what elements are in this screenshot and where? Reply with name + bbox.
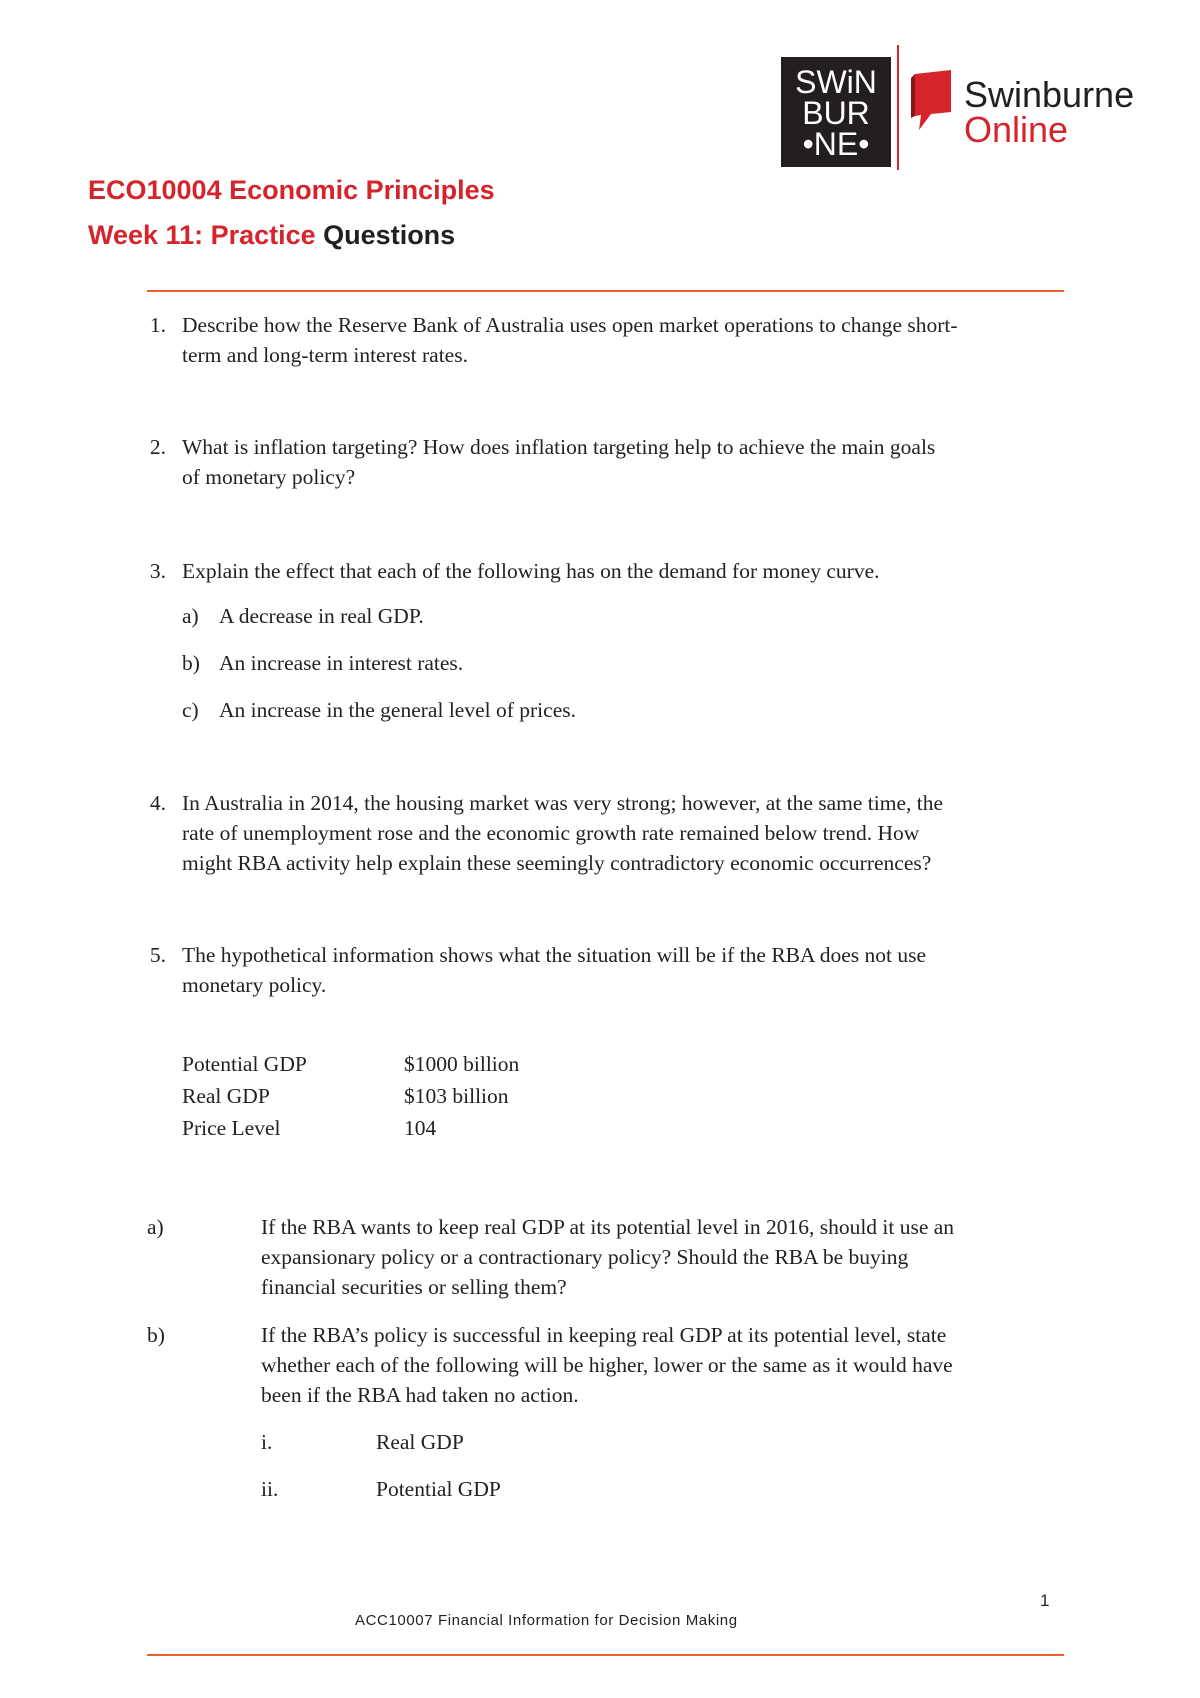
week-title-dark: Questions: [323, 220, 456, 250]
table-value-real-gdp: $103 billion: [404, 1084, 509, 1108]
table-label-real-gdp: Real GDP: [182, 1084, 270, 1108]
question-3-sub-a-text: A decrease in real GDP.: [219, 604, 424, 628]
question-3-number: 3.: [149, 559, 166, 583]
question-3-sub-a-label: a): [182, 604, 199, 628]
swinburne-online-wordmark-top: Swinburne: [964, 74, 1135, 115]
question-1-line-2: term and long-term interest rates.: [182, 343, 468, 367]
logo-divider: [897, 45, 899, 170]
logo-mark-line-3: •NE•: [802, 125, 870, 162]
week-title: [88, 220, 455, 251]
question-2-line-2: of monetary policy?: [182, 465, 356, 489]
question-4-number: 4.: [149, 791, 166, 815]
question-3-sub-c-text: An increase in the general level of prices.: [219, 698, 576, 722]
question-5-part-a-line-2: expansionary policy or a contractionary policy? Should the RBA be buying: [261, 1245, 909, 1269]
question-5-part-a-line-3: financial securities or selling them?: [261, 1275, 567, 1299]
question-5-line-1: The hypothetical information shows what the situation will be if the RBA does not use: [182, 943, 927, 967]
table-label-potential-gdp: Potential GDP: [182, 1052, 307, 1076]
question-3-line-1: Explain the effect that each of the following has on the demand for money curve.: [182, 559, 880, 583]
question-4-line-3: might RBA activity help explain these seemingly contradictory economic occurrences?: [182, 851, 932, 875]
question-2-number: 2.: [149, 435, 166, 459]
table-value-price-level: 104: [404, 1116, 437, 1140]
question-5-part-b-line-1: If the RBA’s policy is successful in keeping real GDP at its potential level, state: [261, 1323, 947, 1347]
footer-text: ACC10007 Financial Information for Decision Making: [355, 1612, 738, 1629]
question-1-number: 1.: [149, 313, 166, 337]
question-3-sub-c-label: c): [182, 698, 199, 722]
question-5-part-b-label: b): [147, 1323, 165, 1347]
question-5-part-b-line-2: whether each of the following will be higher, lower or the same as it would have: [261, 1353, 953, 1377]
question-5-number: 5.: [149, 943, 166, 967]
header-rule: [147, 290, 1064, 292]
speech-bubble-icon: [909, 70, 955, 132]
item-i-text: Real GDP: [376, 1430, 464, 1454]
swinburne-online-wordmark-bottom: Online: [964, 109, 1069, 150]
question-1-line-1: Describe how the Reserve Bank of Australia uses open market operations to change short-: [182, 313, 958, 337]
swinburne-logo-mark: [781, 57, 891, 167]
question-5-part-b-line-3: been if the RBA had taken no action.: [261, 1383, 579, 1407]
logo-mark-line-2: BUR: [802, 94, 870, 131]
item-i-label: i.: [261, 1430, 273, 1454]
table-label-price-level: Price Level: [182, 1116, 281, 1140]
item-ii-label: ii.: [261, 1477, 279, 1501]
item-ii-text: Potential GDP: [376, 1477, 501, 1501]
question-3-sub-b-label: b): [182, 651, 200, 675]
page-number: 1: [1040, 1591, 1050, 1610]
footer-rule: [147, 1654, 1064, 1656]
logo-mark-line-1: SWiN: [795, 63, 877, 100]
course-title: ECO10004 Economic Principles: [88, 175, 495, 205]
question-5-part-a-line-1: If the RBA wants to keep real GDP at its potential level in 2016, should it use an: [261, 1215, 955, 1239]
question-2-line-1: What is inflation targeting? How does inflation targeting help to achieve the main goals: [182, 435, 936, 459]
question-4-line-1: In Australia in 2014, the housing market was very strong; however, at the same time, the: [182, 791, 944, 815]
question-3-sub-b-text: An increase in interest rates.: [219, 651, 464, 675]
question-4-line-2: rate of unemployment rose and the economic growth rate remained below trend. How: [182, 821, 920, 845]
question-5-line-2: monetary policy.: [182, 973, 327, 997]
week-title-red: Week 11: Practice: [88, 220, 316, 250]
question-5-part-a-label: a): [147, 1215, 164, 1239]
table-value-potential-gdp: $1000 billion: [404, 1052, 520, 1076]
